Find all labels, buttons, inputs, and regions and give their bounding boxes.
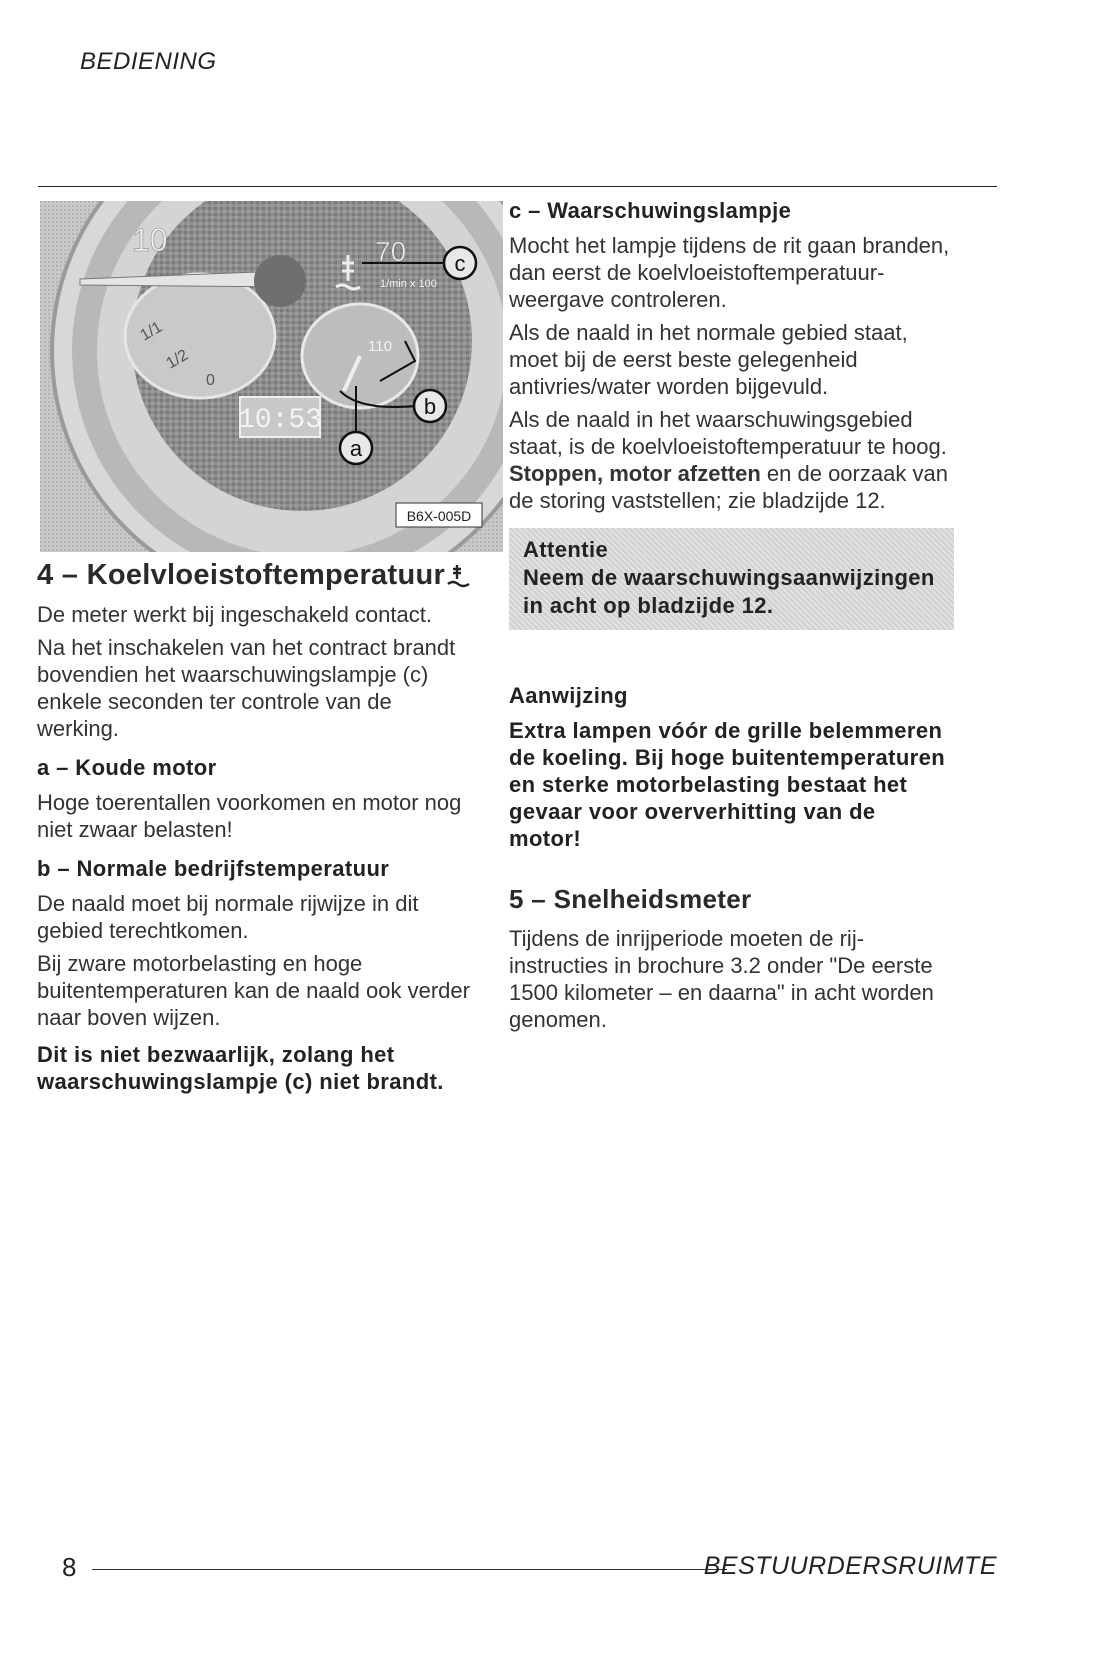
footer-rule <box>92 1569 727 1570</box>
normal-temp-text: De naald moet bij normale rijwijze in dit gebied terechtkomen. <box>37 891 419 944</box>
attention-text: Neem de waarschuwingsaanwijzingen in acht op bladzijde 12. <box>523 565 935 618</box>
page-number: 8 <box>62 1552 77 1582</box>
attention-title: Attentie <box>523 537 609 562</box>
section-4-warning-lamp-note: Na het inschakelen van het contract brandt bovendien het waarschuwingslampje (c) enkele seconden ter controle van de werking. <box>37 635 456 742</box>
clock-readout: 10:53 <box>237 405 323 436</box>
normal-temp-heavy-load: Bij zware motorbelasting en hoge buitentemperaturen kan de naald ook verder naar boven wijzen. <box>37 951 470 1031</box>
warning-lamp-text-1: Mocht het lampje tijdens de rit gaan branden, dan eerst de koelvloeistoftemperatuur-weergave controleren. <box>509 233 950 312</box>
cold-engine-heading: a – Koude motor <box>37 755 217 781</box>
running-header: BEDIENING <box>80 48 217 75</box>
callout-c: c <box>454 251 466 276</box>
cold-engine-text: Hoge toerentallen voorkomen en motor nog niet zwaar belasten! <box>37 790 462 843</box>
scale-70: 70 <box>375 236 407 267</box>
top-rule <box>38 186 997 187</box>
scale-10: 10 <box>132 222 168 258</box>
normal-temp-bold-note: Dit is niet bezwaarlijk, zolang het waarschuwingslampje (c) niet brandt. <box>37 1042 444 1095</box>
section-5-text: Tijdens de inrijperiode moeten de rij-instructies in brochure 3.2 onder "De eerste 1500 kilometer – en daarna" in acht worden genomen. <box>509 926 934 1032</box>
warning-lamp-text-2: Als de naald in het normale gebied staat, moet bij de eerst beste gelegenheid antivries/water worden bijgevuld. <box>509 320 908 399</box>
fuel-mark-full: 1/1 <box>137 318 166 345</box>
hint-heading: Aanwijzing <box>509 683 628 708</box>
coolant-temperature-icon <box>447 563 471 589</box>
section-5-heading: 5 – Snelheidsmeter <box>509 884 752 914</box>
figure-code: B6X-005D <box>406 508 472 524</box>
warning-lamp-heading: c – Waarschuwingslampje <box>509 198 792 223</box>
section-4-intro: De meter werkt bij ingeschakeld contact. <box>37 602 432 628</box>
rpm-label: 1/min x 100 <box>380 278 437 290</box>
attention-box <box>509 528 954 630</box>
left-column <box>37 559 477 1101</box>
page-footer <box>62 1552 997 1582</box>
section-4-heading: 4 – Koelvloeistoftemperatuur <box>37 562 477 589</box>
fuel-mark-half: 1/2 <box>163 346 192 373</box>
warning-lamp-text-3: Als de naald in het waarschuwingsgebied staat, is de koelvloeistoftemperatuur te hoog. Stoppen, motor afzetten en de oorzaak van de storing vaststellen; zie bladzijde 12. <box>509 407 948 513</box>
fuel-mark-empty: 0 <box>206 372 215 389</box>
right-column <box>509 197 954 1039</box>
hint-text: Extra lampen vóór de grille belemmeren de koeling. Bij hoge buitentemperaturen en sterke motorbelasting bestaat het gevaar voor oververhitting van de motor! <box>509 718 946 851</box>
normal-temp-heading: b – Normale bedrijfstemperatuur <box>37 856 390 882</box>
callout-a: a <box>349 436 363 461</box>
scale-110: 110 <box>368 338 392 355</box>
footer-section: BESTUURDERSRUIMTE <box>703 1552 997 1580</box>
stop-engine-emphasis: Stoppen, motor afzetten <box>509 461 761 486</box>
instrument-cluster-figure <box>40 201 503 552</box>
callout-b: b <box>423 394 437 419</box>
